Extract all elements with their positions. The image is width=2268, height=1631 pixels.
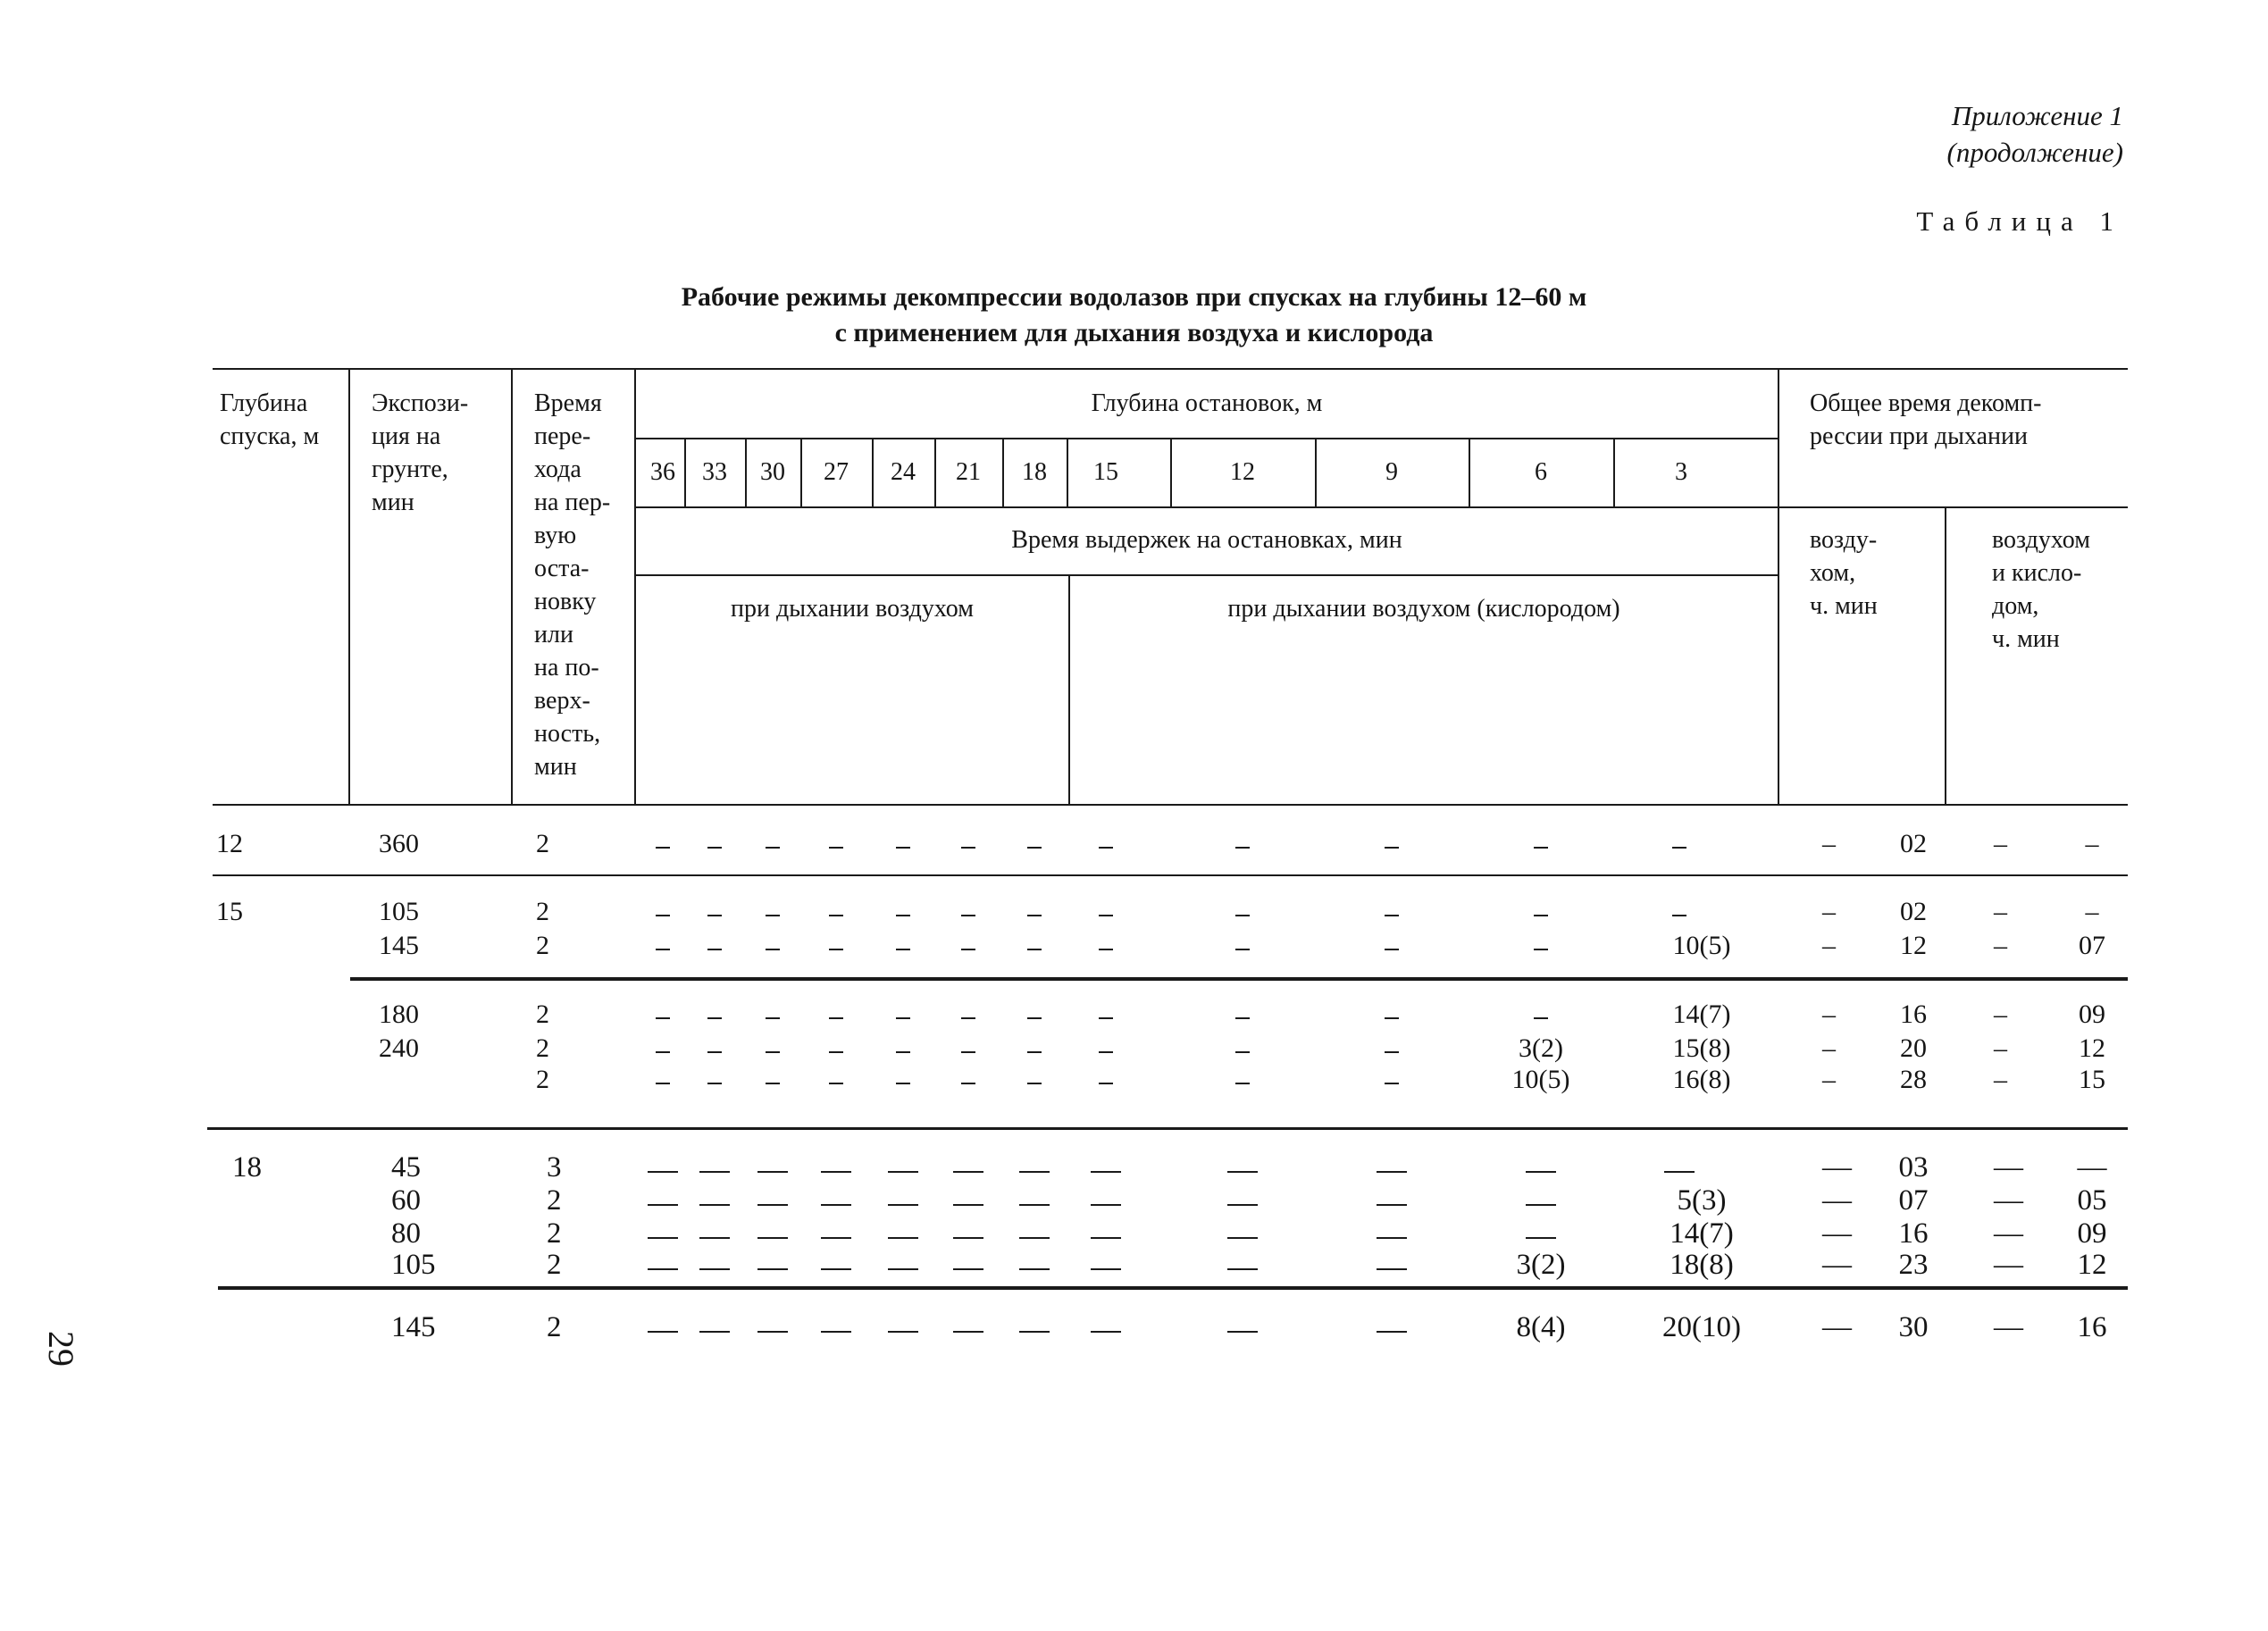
empty-dash: [829, 949, 843, 950]
stop-sep-10: [1469, 438, 1470, 506]
cell-depth: 12: [216, 829, 243, 858]
empty-dash: [1526, 1237, 1556, 1239]
empty-dash: [1019, 1331, 1050, 1333]
empty-dash: [766, 1083, 780, 1084]
empty-dash: [1526, 1171, 1556, 1173]
empty-dash: [1377, 1268, 1407, 1270]
empty-dash: [961, 949, 975, 950]
empty-dash: [1019, 1237, 1050, 1239]
empty-dash: [1091, 1171, 1121, 1173]
cell-ox_m: 05: [2077, 1184, 2107, 1217]
cell-exposure: 240: [379, 1033, 419, 1063]
empty-dash: [757, 1237, 788, 1239]
cell-ox_h: –: [1994, 1033, 2007, 1063]
cell-transit: 2: [536, 897, 549, 926]
cell-transit: 2: [536, 931, 549, 960]
empty-dash: [1377, 1171, 1407, 1173]
empty-dash: [1027, 1083, 1042, 1084]
cell-stop3: 14(7): [1670, 1217, 1734, 1250]
empty-dash: [1385, 1051, 1399, 1053]
cell-air_h: –: [1822, 1033, 1836, 1063]
rule-stop-values-top: [636, 438, 1779, 439]
cell-ox_h: –: [1994, 1065, 2007, 1094]
stop-value-cell: 6: [1535, 458, 1547, 486]
cell-exposure: 60: [391, 1184, 421, 1217]
stop-sep-11: [1613, 438, 1615, 506]
empty-dash: [707, 915, 722, 916]
cell-ox_m: 16: [2077, 1311, 2107, 1343]
empty-dash: [821, 1171, 851, 1173]
cell-exposure: 45: [391, 1151, 421, 1184]
empty-dash: [953, 1237, 983, 1239]
cell-ox_h: –: [1994, 897, 2007, 926]
empty-dash: [896, 1017, 910, 1019]
cell-air_m: 23: [1898, 1249, 1929, 1281]
empty-dash: [1227, 1268, 1258, 1270]
empty-dash: [1385, 915, 1399, 916]
empty-dash: [1377, 1204, 1407, 1206]
empty-dash: [1091, 1268, 1121, 1270]
empty-dash: [1672, 915, 1686, 916]
empty-dash: [699, 1204, 730, 1206]
empty-dash: [953, 1171, 983, 1173]
empty-dash: [766, 1051, 780, 1053]
empty-dash: [1377, 1331, 1407, 1333]
empty-dash: [961, 1051, 975, 1053]
cell-air_m: 16: [1898, 1217, 1929, 1250]
empty-dash: [896, 949, 910, 950]
cell-air_m: 16: [1900, 1000, 1927, 1029]
empty-dash: [829, 1083, 843, 1084]
cell-stop3: 16(8): [1672, 1065, 1731, 1094]
empty-dash: [888, 1268, 918, 1270]
empty-dash: [1227, 1237, 1258, 1239]
col-rule-total: [1778, 368, 1779, 806]
empty-dash: [1027, 915, 1042, 916]
empty-dash: [1235, 949, 1250, 950]
cell-depth: 18: [232, 1151, 262, 1184]
empty-dash: [821, 1204, 851, 1206]
empty-dash: [1235, 1017, 1250, 1019]
empty-dash: [961, 1083, 975, 1084]
cell-stop6: 10(5): [1511, 1065, 1570, 1094]
appendix-label: Приложение 1: [1951, 100, 2123, 131]
header-bottom-rule: [213, 804, 2128, 806]
cell-air_h: —: [1822, 1151, 1852, 1184]
empty-dash: [648, 1171, 678, 1173]
empty-dash: [766, 949, 780, 950]
header-air-oxygen-breathing: при дыхании воздухом (кислородом): [1227, 595, 1620, 623]
empty-dash: [1385, 847, 1399, 849]
page-number: 29: [41, 1331, 81, 1367]
stop-value-cell: 12: [1230, 458, 1255, 486]
group-rule-1: [213, 874, 2128, 876]
empty-dash: [961, 915, 975, 916]
empty-dash: [1526, 1204, 1556, 1206]
col-rule-3: [634, 368, 636, 806]
col-rule-1: [348, 368, 350, 806]
cell-ox_h: —: [1994, 1311, 2023, 1343]
empty-dash: [888, 1171, 918, 1173]
empty-dash: [707, 847, 722, 849]
empty-dash: [757, 1204, 788, 1206]
empty-dash: [1027, 1051, 1042, 1053]
cell-air_h: —: [1822, 1217, 1852, 1250]
empty-dash: [1227, 1171, 1258, 1173]
empty-dash: [1099, 949, 1113, 950]
header-exposure: Экспози- ция на грунте, мин: [372, 389, 469, 516]
stop-value-cell: 3: [1675, 458, 1687, 486]
empty-dash: [757, 1331, 788, 1333]
empty-dash: [1385, 1017, 1399, 1019]
empty-dash: [1377, 1237, 1407, 1239]
cell-stop3: 14(7): [1672, 1000, 1731, 1029]
cell-ox_h: —: [1994, 1151, 2023, 1184]
col-rule-total-split: [1945, 506, 1946, 806]
cell-ox_m: –: [2085, 897, 2099, 926]
cell-ox_m: 07: [2079, 931, 2105, 960]
header-air-breathing: при дыхании воздухом: [731, 595, 974, 623]
empty-dash: [953, 1268, 983, 1270]
empty-dash: [699, 1237, 730, 1239]
stop-value-cell: 33: [702, 458, 727, 486]
cell-exposure: 105: [391, 1249, 436, 1281]
empty-dash: [953, 1204, 983, 1206]
empty-dash: [829, 1017, 843, 1019]
table-top-rule: [213, 368, 2128, 370]
header-depth: Глубина спуска, м: [220, 389, 320, 450]
group-rule-2: [350, 977, 2128, 981]
header-hold-time: Время выдержек на остановках, мин: [1011, 526, 1402, 554]
empty-dash: [1664, 1171, 1695, 1173]
empty-dash: [821, 1331, 851, 1333]
empty-dash: [1099, 915, 1113, 916]
header-stops-depth: Глубина остановок, м: [1091, 389, 1323, 417]
empty-dash: [1027, 949, 1042, 950]
cell-air_h: —: [1822, 1311, 1852, 1343]
empty-dash: [1091, 1204, 1121, 1206]
empty-dash: [1235, 1051, 1250, 1053]
empty-dash: [1534, 1017, 1548, 1019]
empty-dash: [821, 1237, 851, 1239]
empty-dash: [1019, 1268, 1050, 1270]
cell-stop6: 8(4): [1516, 1311, 1566, 1343]
cell-air_m: 28: [1900, 1065, 1927, 1094]
cell-air_h: —: [1822, 1184, 1852, 1217]
appendix-continued: (продолжение): [1946, 137, 2123, 168]
empty-dash: [707, 1083, 722, 1084]
cell-exposure: 145: [391, 1311, 436, 1343]
cell-air_m: 20: [1900, 1033, 1927, 1063]
table-subtitle: с применением для дыхания воздуха и кислорода: [834, 318, 1434, 347]
group-rule-4: [218, 1286, 2128, 1290]
empty-dash: [1019, 1204, 1050, 1206]
stop-value-cell: 36: [650, 458, 675, 486]
empty-dash: [1099, 1017, 1113, 1019]
empty-dash: [648, 1204, 678, 1206]
empty-dash: [961, 1017, 975, 1019]
cell-air_m: 02: [1900, 897, 1927, 926]
empty-dash: [1227, 1331, 1258, 1333]
empty-dash: [1027, 847, 1042, 849]
empty-dash: [953, 1331, 983, 1333]
cell-transit: 2: [536, 829, 549, 858]
cell-ox_m: 15: [2079, 1065, 2105, 1094]
cell-exposure: 180: [379, 1000, 419, 1029]
empty-dash: [896, 915, 910, 916]
stop-value-cell: 9: [1385, 458, 1398, 486]
empty-dash: [1235, 915, 1250, 916]
empty-dash: [699, 1331, 730, 1333]
cell-transit: 2: [547, 1184, 562, 1217]
cell-air_h: –: [1822, 829, 1836, 858]
col-rule-2: [511, 368, 513, 806]
empty-dash: [707, 949, 722, 950]
empty-dash: [896, 1051, 910, 1053]
rule-hold-time-bottom: [636, 574, 1779, 576]
cell-ox_h: –: [1994, 829, 2007, 858]
cell-transit: 2: [547, 1249, 562, 1281]
empty-dash: [766, 1017, 780, 1019]
cell-ox_m: 12: [2079, 1033, 2105, 1063]
cell-stop3: 10(5): [1672, 931, 1731, 960]
empty-dash: [1534, 949, 1548, 950]
cell-air_h: –: [1822, 1065, 1836, 1094]
empty-dash: [1235, 1083, 1250, 1084]
stop-sep-9: [1315, 438, 1317, 506]
cell-transit: 2: [536, 1000, 549, 1029]
cell-ox_h: –: [1994, 1000, 2007, 1029]
header-total-air: возду- хом, ч. мин: [1810, 526, 1878, 620]
empty-dash: [1091, 1237, 1121, 1239]
empty-dash: [1235, 847, 1250, 849]
empty-dash: [1019, 1171, 1050, 1173]
cell-air_m: 02: [1900, 829, 1927, 858]
empty-dash: [829, 847, 843, 849]
cell-air_h: –: [1822, 1000, 1836, 1029]
empty-dash: [888, 1331, 918, 1333]
cell-ox_m: 12: [2077, 1249, 2107, 1281]
cell-air_h: –: [1822, 897, 1836, 926]
cell-stop3: 20(10): [1662, 1311, 1741, 1343]
cell-air_h: –: [1822, 931, 1836, 960]
cell-exposure: 360: [379, 829, 419, 858]
cell-air_h: —: [1822, 1249, 1852, 1281]
empty-dash: [888, 1237, 918, 1239]
cell-stop3: 5(3): [1677, 1184, 1727, 1217]
empty-dash: [1027, 1017, 1042, 1019]
group-rule-3: [207, 1127, 2128, 1130]
empty-dash: [656, 1083, 670, 1084]
empty-dash: [648, 1237, 678, 1239]
empty-dash: [888, 1204, 918, 1206]
empty-dash: [656, 1051, 670, 1053]
empty-dash: [766, 847, 780, 849]
cell-ox_m: –: [2085, 829, 2099, 858]
empty-dash: [1099, 1051, 1113, 1053]
empty-dash: [656, 847, 670, 849]
empty-dash: [961, 847, 975, 849]
empty-dash: [757, 1268, 788, 1270]
cell-stop6: 3(2): [1516, 1249, 1566, 1281]
cell-transit: 2: [547, 1311, 562, 1343]
cell-air_m: 07: [1898, 1184, 1929, 1217]
cell-ox_m: —: [2077, 1151, 2107, 1184]
stop-value-cell: 30: [760, 458, 785, 486]
empty-dash: [1534, 847, 1548, 849]
cell-ox_h: —: [1994, 1217, 2023, 1250]
empty-dash: [707, 1017, 722, 1019]
empty-dash: [707, 1051, 722, 1053]
empty-dash: [648, 1268, 678, 1270]
cell-air_m: 30: [1898, 1311, 1929, 1343]
empty-dash: [648, 1331, 678, 1333]
empty-dash: [1385, 1083, 1399, 1084]
header-total-air-oxygen: воздухом и кисло- дом, ч. мин: [1992, 526, 2090, 653]
empty-dash: [656, 915, 670, 916]
empty-dash: [766, 915, 780, 916]
empty-dash: [1099, 1083, 1113, 1084]
empty-dash: [656, 1017, 670, 1019]
cell-ox_m: 09: [2077, 1217, 2107, 1250]
cell-ox_m: 09: [2079, 1000, 2105, 1029]
cell-transit: 3: [547, 1151, 562, 1184]
cell-transit: 2: [547, 1217, 562, 1250]
stop-value-cell: 21: [956, 458, 981, 486]
table-label: Таблица 1: [1916, 205, 2123, 237]
cell-transit: 2: [536, 1033, 549, 1063]
stop-value-cell: 18: [1022, 458, 1047, 486]
cell-ox_h: —: [1994, 1184, 2023, 1217]
empty-dash: [896, 1083, 910, 1084]
empty-dash: [821, 1268, 851, 1270]
cell-stop6: 3(2): [1519, 1033, 1563, 1063]
empty-dash: [699, 1171, 730, 1173]
empty-dash: [1385, 949, 1399, 950]
cell-exposure: 145: [379, 931, 419, 960]
cell-ox_h: —: [1994, 1249, 2023, 1281]
cell-ox_h: –: [1994, 931, 2007, 960]
empty-dash: [656, 949, 670, 950]
header-transit-time: Время пере- хода на пер- вую оста- новку или на по- верх- ность, мин: [534, 389, 611, 781]
stop-value-cell: 15: [1093, 458, 1118, 486]
empty-dash: [1099, 847, 1113, 849]
stop-sep-8: [1170, 438, 1172, 506]
empty-dash: [896, 847, 910, 849]
empty-dash: [1091, 1331, 1121, 1333]
table-title: Рабочие режимы декомпрессии водолазов при спусках на глубины 12–60 м: [681, 282, 1587, 312]
cell-transit: 2: [536, 1065, 549, 1094]
cell-stop3: 18(8): [1670, 1249, 1734, 1281]
header-total-time: Общее время декомп- рессии при дыхании: [1810, 389, 2042, 450]
cell-exposure: 105: [379, 897, 419, 926]
cell-stop3: 15(8): [1672, 1033, 1731, 1063]
empty-dash: [1672, 847, 1686, 849]
cell-air_m: 03: [1898, 1151, 1929, 1184]
cell-exposure: 80: [391, 1217, 421, 1250]
stop-value-cell: 24: [891, 458, 916, 486]
empty-dash: [757, 1171, 788, 1173]
rule-stop-values-bottom: [636, 506, 2128, 508]
empty-dash: [1534, 915, 1548, 916]
cell-air_m: 12: [1900, 931, 1927, 960]
empty-dash: [829, 1051, 843, 1053]
empty-dash: [699, 1268, 730, 1270]
empty-dash: [1227, 1204, 1258, 1206]
empty-dash: [829, 915, 843, 916]
cell-depth: 15: [216, 897, 243, 926]
stop-value-cell: 27: [824, 458, 849, 486]
